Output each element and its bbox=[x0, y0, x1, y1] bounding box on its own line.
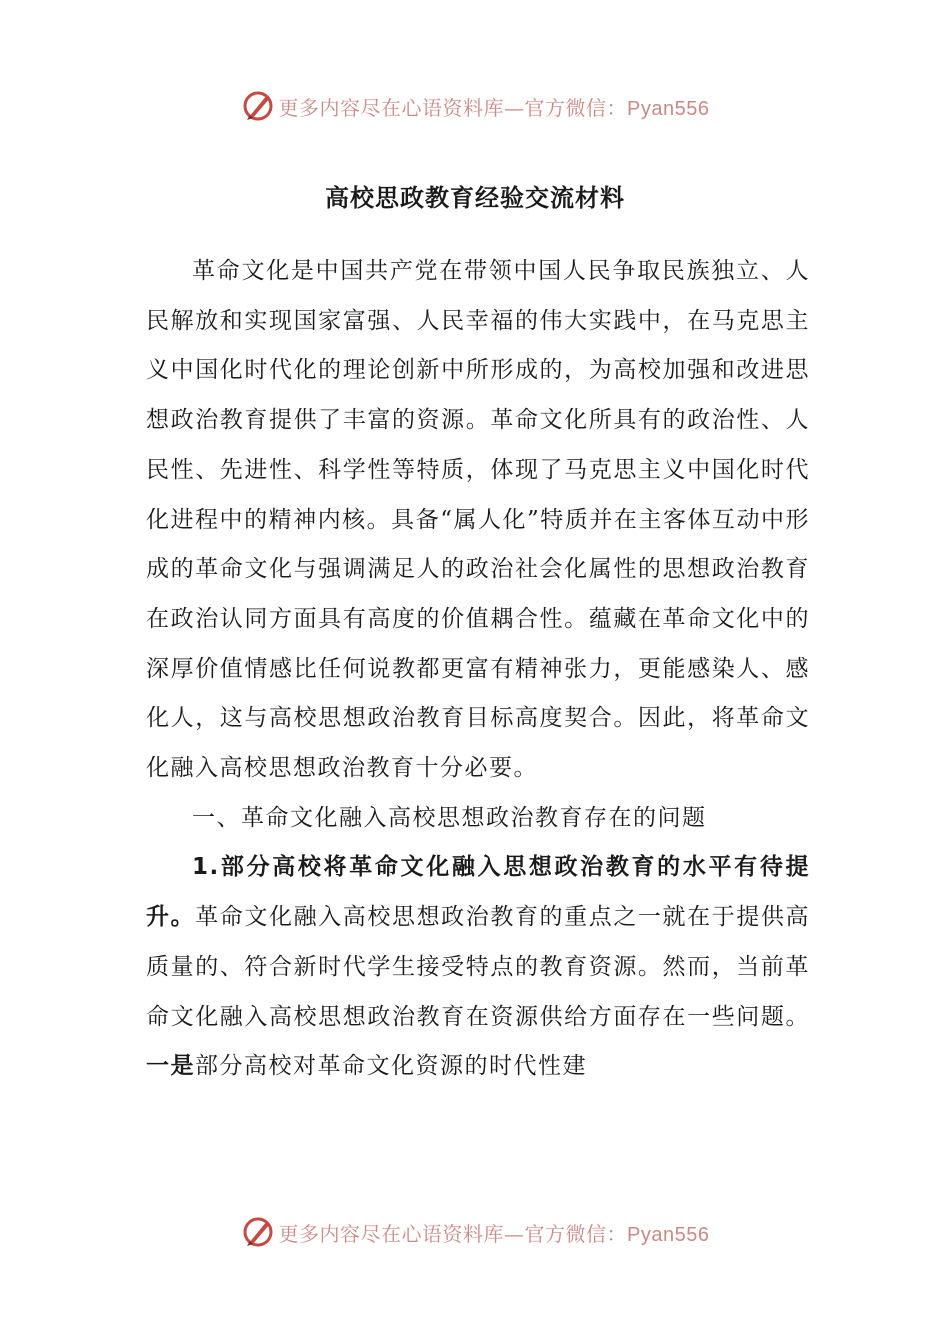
header-watermark-banner bbox=[0, 86, 950, 126]
document-body bbox=[146, 247, 810, 1092]
footer-watermark-banner bbox=[0, 1212, 950, 1252]
watermark-text bbox=[279, 1218, 710, 1247]
document-title: 高校思政教育经验交流材料 bbox=[325, 184, 625, 212]
point-1-text: 革命文化融入高校思想政治教育的重点之一就在于提供高质量的、符合新时代学生接受特点的教育资源。然而，当前革命文化融入高校思想政治教育在资源供给方面存在一些问题。 bbox=[146, 904, 811, 1030]
pen-logo-icon bbox=[241, 1215, 275, 1249]
section-heading-1: 一、革命文化融入高校思想政治教育存在的问题 bbox=[192, 804, 707, 831]
watermark-label: 更多内容尽在心语资料库—官方微信： bbox=[278, 1221, 628, 1246]
wechat-id: Pyan556 bbox=[627, 97, 710, 120]
paragraph-point-1 bbox=[146, 843, 810, 1092]
pen-logo-icon bbox=[241, 89, 275, 123]
paragraph-intro: 革命文化是中国共产党在带领中国人民争取民族独立、人民解放和实现国家富强、人民幸福的伟大实践中，在马克思主义中国化时代化的理论创新中所形成的，为高校加强和改进思想政治教育提供了丰富的资源。革命文化所具有的政治性、人民性、先进性、科学性等特质，体现了马克思主义中国化时代化进程中的精神内核。具备“属人化”特质并在主客体互动中形成的革命文化与强调满足人的政治社会化属性的思想政治教育在政治认同方面具有高度的价值耦合性。蕴藏在革命文化中的深厚价值情感比任何说教都更富有精神张力，更能感染人、感化人，这与高校思想政治教育目标高度契合。因此，将革命文化融入高校思想政治教育十分必要。 bbox=[146, 258, 810, 782]
watermark-text bbox=[279, 92, 710, 121]
point-1-text-cont: 部分高校对革命文化资源的时代性建 bbox=[195, 1053, 587, 1080]
point-1-sub-label: 一是 bbox=[146, 1053, 195, 1080]
point-1-heading: 1.部分高校将革命文化融入思想政治教育的水平有待提升。 bbox=[146, 854, 810, 931]
wechat-id: Pyan556 bbox=[627, 1223, 710, 1246]
watermark-label: 更多内容尽在心语资料库—官方微信： bbox=[278, 95, 628, 120]
